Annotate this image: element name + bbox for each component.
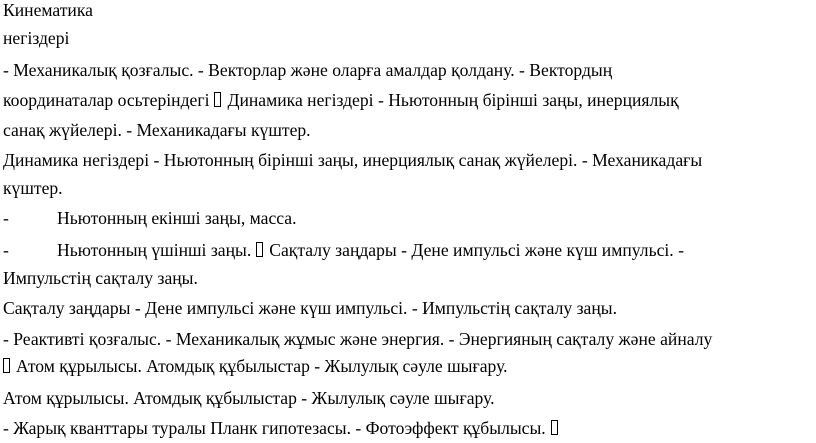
list-item-2: [3, 240, 684, 260]
list-item-1-text: Ньютонның екінші заңы, масса.: [57, 208, 297, 228]
text-line-13: [3, 356, 508, 376]
missing-glyph-icon: [551, 420, 558, 435]
text-line-4-part-b: Динамика негіздері - Ньютонның бірінші заңы, инерциялық: [227, 90, 679, 110]
text-line-4: [3, 90, 679, 110]
missing-glyph-icon: [214, 92, 221, 107]
text-line-3: - Механикалық қозғалыс. - Векторлар және оларға амалдар қолдану. - Вектордың: [3, 60, 613, 80]
text-line-15-text: - Жарық кванттары туралы Планк гипотезасы. - Фотоэффект құбылысы.: [3, 418, 546, 438]
list-item-1: [3, 208, 297, 228]
missing-glyph-icon: [256, 242, 263, 257]
list-item-2-part-a: Ньютонның үшінші заңы.: [57, 240, 252, 260]
text-line-10: Импульстің сақталу заңы.: [3, 268, 198, 288]
text-line-15: [3, 418, 564, 438]
heading-line-2: негіздері: [3, 28, 70, 48]
list-dash: -: [3, 208, 9, 228]
list-dash: -: [3, 240, 9, 260]
missing-glyph-icon: [3, 358, 10, 373]
text-line-5: санақ жүйелері. - Механикадағы күштер.: [3, 120, 311, 140]
text-line-7: күштер.: [3, 178, 63, 198]
text-line-14: Атом құрылысы. Атомдық құбылыстар - Жылулық сәуле шығару.: [3, 388, 495, 408]
text-line-13-text: Атом құрылысы. Атомдық құбылыстар - Жылулық сәуле шығару.: [16, 356, 508, 376]
heading-line-1: Кинематика: [3, 0, 93, 20]
list-item-2-part-b: Сақталу заңдары - Дене импульсі және күш импульсі. -: [269, 240, 684, 260]
text-line-4-part-a: координаталар осьтеріндегі: [3, 90, 210, 110]
text-line-12: - Реактивті қозғалыс. - Механикалық жұмыс және энергия. - Энергияның сақталу және айналу: [3, 329, 713, 349]
text-line-11: Сақталу заңдары - Дене импульсі және күш импульсі. - Импульстің сақталу заңы.: [3, 298, 617, 318]
text-line-6: Динамика негіздері - Ньютонның бірінші заңы, инерциялық санақ жүйелері. - Механикадағы: [3, 150, 703, 170]
